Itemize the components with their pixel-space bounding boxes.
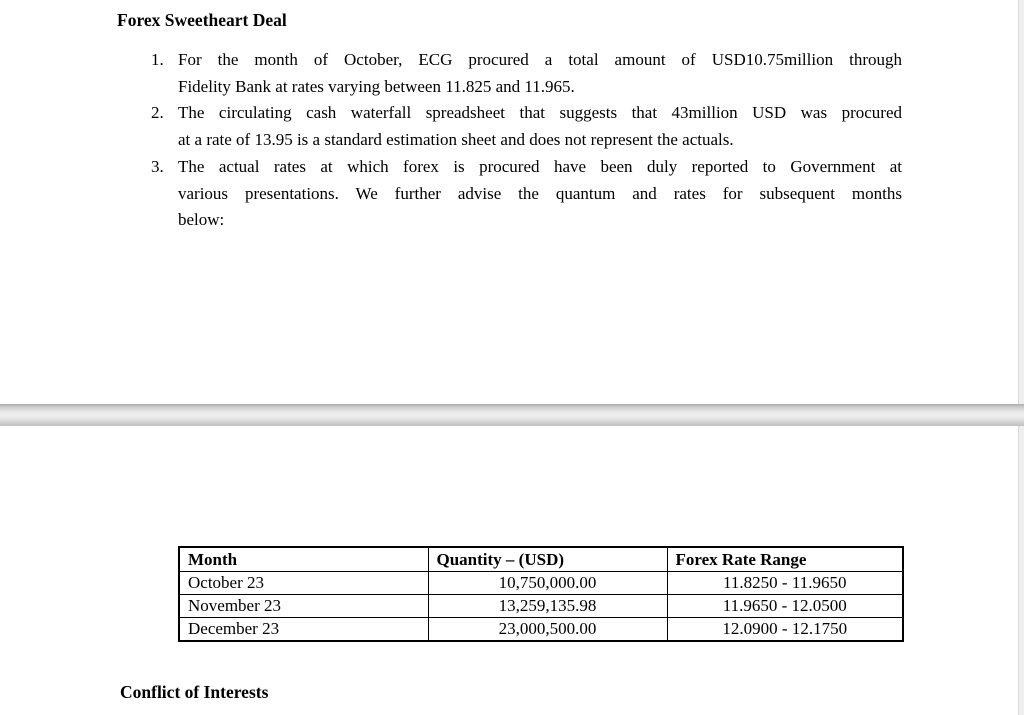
column-header-quantity: Quantity – (USD) (428, 547, 667, 572)
table-row (179, 572, 903, 595)
text-line: at a rate of 13.95 is a standard estimation sheet and does not represent the actuals. (178, 129, 734, 149)
text-line: below: (178, 210, 225, 230)
section-title: Forex Sweetheart Deal (117, 10, 287, 30)
list-item-1 (151, 47, 902, 100)
forex-rate-table (178, 546, 904, 642)
column-header-month: Month (179, 547, 428, 572)
list-number-1: 1. (151, 50, 164, 69)
cell-quantity: 23,000,500.00 (428, 618, 667, 642)
cell-month: December 23 (179, 618, 428, 642)
conflict-of-interests-heading: Conflict of Interests (120, 682, 269, 702)
cell-rate-range: 11.9650 - 12.0500 (667, 595, 903, 618)
text-line: The circulating cash waterfall spreadsheet that suggests that 43million USD was procured (178, 103, 902, 122)
list-number-3: 3. (151, 157, 164, 176)
cell-month: October 23 (179, 572, 428, 595)
list-item-3 (151, 154, 902, 234)
text-line: For the month of October, ECG procured a total amount of USD10.75million through (178, 50, 902, 69)
table-row (179, 595, 903, 618)
column-header-rate-range: Forex Rate Range (667, 547, 903, 572)
cell-quantity: 13,259,135.98 (428, 595, 667, 618)
text-line: Fidelity Bank at rates varying between 11.825 and 11.965. (178, 76, 575, 96)
text-line: various presentations. We further advise the quantum and rates for subsequent months (178, 183, 902, 203)
table-header-row (179, 547, 903, 572)
page-separator (0, 404, 1024, 426)
list-number-2: 2. (151, 103, 164, 122)
cell-rate-range: 11.8250 - 11.9650 (667, 572, 903, 595)
cell-rate-range: 12.0900 - 12.1750 (667, 618, 903, 642)
cell-quantity: 10,750,000.00 (428, 572, 667, 595)
viewport-gutter (1018, 0, 1024, 715)
cell-month: November 23 (179, 595, 428, 618)
page-2 (0, 426, 1018, 715)
table-row (179, 618, 903, 642)
text-line: The actual rates at which forex is procured have been duly reported to Government at (178, 157, 902, 176)
list-item-2 (151, 100, 902, 153)
